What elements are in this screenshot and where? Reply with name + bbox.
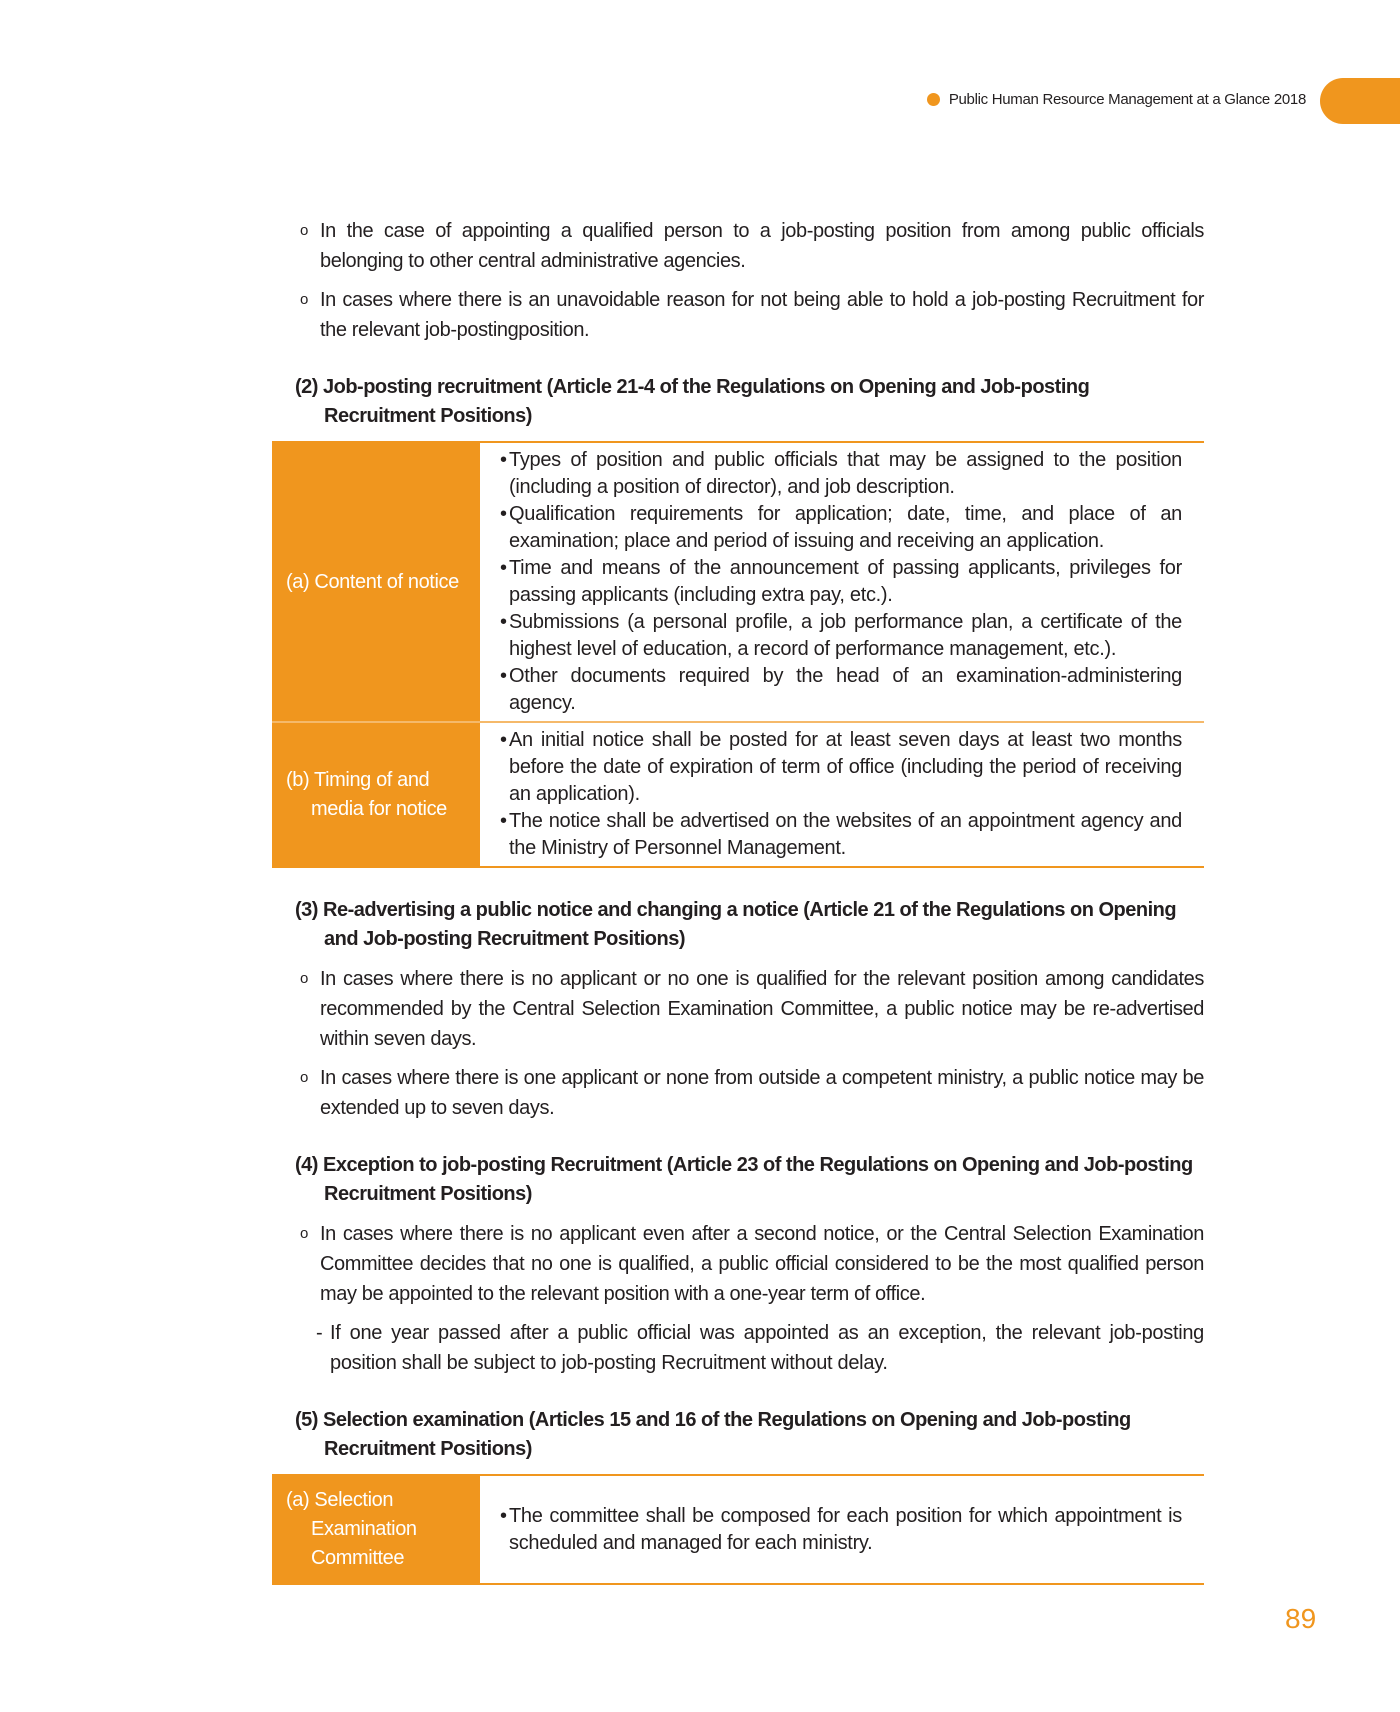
orange-dot-icon xyxy=(927,93,940,106)
table-item: • Time and means of the announcement of passing applicants, privileges for passing applicants (including extra pay, etc.). xyxy=(500,557,1182,606)
section-3-bullet: o In cases where there is no applicant or no one is qualified for the relevant position among candidates recommended by the Central Selection Examination Committee, a public notice may be re-advertised within seven days. xyxy=(300,964,1204,1054)
section-5-heading: (5) Selection examination (Articles 15 and 16 of the Regulations on Opening and Job-posting Recruitment Positions) xyxy=(295,1409,1131,1460)
intro-bullet: o In cases where there is an unavoidable reason for not being able to hold a job-posting Recruitment for the relevant job-postingposition. xyxy=(300,285,1204,345)
chapter-tab xyxy=(1320,78,1400,124)
intro-bullet: o In the case of appointing a qualified person to a job-posting position from among public officials belonging to other central administrative agencies. xyxy=(300,216,1204,276)
circle-bullet-icon: o xyxy=(300,291,308,308)
table-item: • The committee shall be composed for each position for which appointment is scheduled and managed for each ministry. xyxy=(500,1504,1182,1554)
section-4-bullet: o In cases where there is no applicant even after a second notice, or the Central Selection Examination Committee decides that no one is qualified, a public official considered to be the most qualified person may be appointed to the relevant position with a one-year term of office. xyxy=(300,1219,1204,1309)
section-4-sub-item: - If one year passed after a public official was appointed as an exception, the relevant job-posting position shall be subject to job-posting Recruitment without delay. xyxy=(316,1318,1204,1378)
circle-bullet-icon: o xyxy=(300,222,308,239)
section-3-bullet: o In cases where there is one applicant or none from outside a competent ministry, a public notice may be extended up to seven days. xyxy=(300,1063,1204,1123)
running-header xyxy=(927,91,1306,108)
table-item: • Other documents required by the head of an examination-administering agency. xyxy=(500,665,1182,714)
circle-bullet-icon: o xyxy=(300,1225,308,1242)
circle-bullet-icon: o xyxy=(300,970,308,987)
page-content xyxy=(286,216,1204,1613)
row-label: (a) Selection Examination Committee xyxy=(272,1475,480,1584)
circle-bullet-icon: o xyxy=(300,1069,308,1086)
section-4-heading: (4) Exception to job-posting Recruitment (Article 23 of the Regulations on Opening and Job-posting Recruitment Positions) xyxy=(295,1154,1193,1205)
notice-table xyxy=(272,441,1204,868)
row-label: (b) Timing of and media for notice xyxy=(272,722,480,867)
table-item: • Submissions (a personal profile, a job performance plan, a certificate of the highest level of education, a record of performance management, etc.). xyxy=(500,611,1182,660)
dash-icon: - xyxy=(316,1322,323,1344)
table-item: • Qualification requirements for application; date, time, and place of an examination; place and period of issuing and receiving an application. xyxy=(500,503,1182,552)
header-title: Public Human Resource Management at a Glance 2018 xyxy=(948,91,1306,108)
row-content xyxy=(480,442,1204,722)
selection-table xyxy=(272,1474,1204,1585)
section-2-heading: (2) Job-posting recruitment (Article 21-4 of the Regulations on Opening and Job-posting Recruitment Positions) xyxy=(295,376,1090,427)
row-label: (a) Content of notice xyxy=(272,442,480,722)
table-item: • An initial notice shall be posted for at least seven days at least two months before the date of expiration of term of office (including the period of receiving an application). xyxy=(500,729,1182,805)
table-item: • The notice shall be advertised on the websites of an appointment agency and the Ministry of Personnel Management. xyxy=(500,810,1182,859)
row-content xyxy=(480,722,1204,867)
row-content xyxy=(480,1475,1204,1584)
page-number: 89 xyxy=(1285,1603,1317,1634)
section-3-heading: (3) Re-advertising a public notice and changing a notice (Article 21 of the Regulations on Opening and Job-posting Recruitment Positions) xyxy=(295,899,1177,950)
table-item: • Types of position and public officials that may be assigned to the position (including a position of director), and job description. xyxy=(500,449,1182,498)
